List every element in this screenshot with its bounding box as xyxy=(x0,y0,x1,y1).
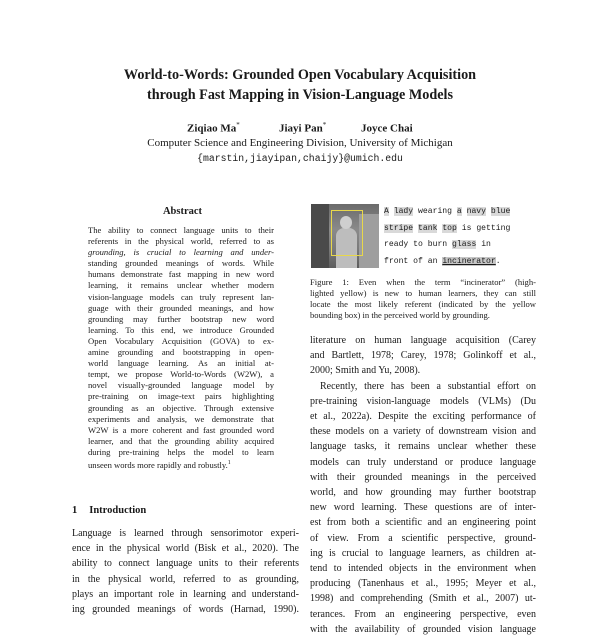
author-3: Joyce Chai xyxy=(361,122,413,135)
caption-line: bounding box) in the perceived world by grounding. xyxy=(310,310,490,321)
caption-line: lighted yellow) is new to human learners, they can still xyxy=(310,288,536,299)
body-line: of view. From a scientific perspective, ground- xyxy=(310,532,536,544)
body-line: 1998) and comprehending (Smith et al., 2007) ut- xyxy=(310,593,536,605)
section-heading-introduction xyxy=(72,505,146,516)
abstract-line: amine grounding and bootstrapping in open- xyxy=(88,347,274,358)
abstract-line: during pre-training helps the model to learn xyxy=(88,446,274,457)
intro-line: ability to connect language units to their referents xyxy=(72,558,299,570)
abstract-line: referents in the physical world, referred to as xyxy=(88,236,274,247)
caption-line: Figure 1: Even when the term “incinerator” (high- xyxy=(310,277,536,287)
abstract-line: unseen words more rapidly and robustly.$^1$ xyxy=(88,459,231,470)
section-number: 1 xyxy=(72,505,78,516)
body-line: and Bartlett, 1978; Carey, 1978; Golinkoff et al., xyxy=(310,350,536,362)
author-emails: {marstin,jiayipan,chaijy}@umich.edu xyxy=(197,153,403,164)
body-line: producing (Tanenhaus et al., 1995; Meyer et al., xyxy=(310,578,536,590)
abstract-line: Open Vocabulary Acquisition (GOVA) to ex- xyxy=(88,335,274,346)
body-line: world, and how grounding may further bootstrap xyxy=(310,487,536,499)
abstract-line: The ability to connect language units to their xyxy=(88,225,274,235)
body-line: ing is crucial to language learners, as children at- xyxy=(310,547,536,559)
body-line: language tasks, it remains unclear whether these xyxy=(310,441,536,453)
abstract-line: vision-language models can truly represent lan- xyxy=(88,291,274,302)
caption-line: locate the most likely referent (indicated by the yellow xyxy=(310,299,536,310)
intro-line: ing grounded meanings of words (Harnad, 1990). xyxy=(72,604,299,616)
abstract-line: learning. To this end, we introduce Grounded xyxy=(88,324,274,335)
abstract-heading: Abstract xyxy=(162,206,203,217)
body-line: tend to intended objects in the environment when xyxy=(310,563,536,575)
intro-line: in the physical world, referred to as grounding, xyxy=(72,573,299,585)
abstract-body xyxy=(88,225,274,471)
intro-line: plays an important role in learning and understand- xyxy=(72,588,299,600)
body-line: et al., 2022a). Despite the exciting performance of xyxy=(310,411,536,423)
abstract-line: pre-training on image-text pairs highlighting xyxy=(88,391,274,402)
body-line: with the availability of grounded vision language xyxy=(310,623,536,635)
abstract-line: guage with their grounded meanings, and how xyxy=(88,302,274,313)
body-line: Recently, there has been a substantial effort on xyxy=(320,380,536,392)
author-list xyxy=(150,121,450,137)
author-1: Ziqiao Ma* xyxy=(187,121,240,135)
footnote-marker[interactable]: 1 xyxy=(227,459,231,466)
abstract-line: standing grounded meanings of words. While xyxy=(88,258,274,269)
right-column-body xyxy=(310,333,536,637)
body-line: these models on a variety of downstream vision and xyxy=(310,426,536,438)
body-line: 2000; Smith and Yu, 2008). xyxy=(310,365,421,377)
body-line: with their grounded meanings in the perceived xyxy=(310,471,536,483)
abstract-line: tempt, we propose World-to-Words (W2W), a xyxy=(88,369,274,380)
abstract-line: grounding as an objective. Through extensive xyxy=(88,402,274,413)
body-line: new word learning. These questions are of inter- xyxy=(310,502,536,514)
abstract-line: W2W is a more coherent and fast grounded word xyxy=(88,424,274,435)
paper-title-line-2: through Fast Mapping in Vision-Language Models xyxy=(146,87,453,103)
body-line: models can truly understand or produce language xyxy=(310,456,536,468)
intro-line: ence in the physical world (Bisk et al., 2020). The xyxy=(72,543,299,555)
abstract-line: learning, it remains unclear whether modern xyxy=(88,280,274,291)
abstract-line: world language learning. As an initial at- xyxy=(88,358,274,369)
intro-line: Language is learned through sensorimotor experi- xyxy=(72,528,299,539)
abstract-line: novel visually-grounded language model by xyxy=(88,380,274,391)
figure-1-caption xyxy=(310,277,536,321)
abstract-line: grounding, is crucial to learning and under- xyxy=(88,247,274,258)
abstract-line: grounding may further bootstrap new word xyxy=(88,313,274,324)
section-title: Introduction xyxy=(89,505,147,516)
abstract-line: learner, and that the grounding ability acquired xyxy=(88,435,274,446)
new-word-incinerator: incinerator xyxy=(442,256,496,266)
introduction-body xyxy=(72,526,299,617)
affiliation: Computer Science and Engineering Division, University of Michigan xyxy=(147,137,453,149)
body-line: terances. From an engineering perspective, even xyxy=(310,608,536,620)
figure-1-photo xyxy=(311,204,379,268)
body-line: pre-training vision-language models (VLMs) (Du xyxy=(310,395,536,407)
paper-title-line-1: World-to-Words: Grounded Open Vocabulary Acquisition xyxy=(123,67,477,83)
abstract-line: humans demonstrate fast mapping in new word xyxy=(88,269,274,280)
abstract-line: experiments and analysis, we demonstrate that xyxy=(88,413,274,424)
body-line: literature on human language acquisition (Carey xyxy=(310,335,536,346)
body-line: est from both a scientific and an engineering point xyxy=(310,517,536,529)
author-2: Jiayi Pan* xyxy=(279,121,327,135)
figure-1-example-sentence: A lady wearing a navy blue stripe tank top is getting ready to burn glass in front of an incinerator. xyxy=(384,207,511,266)
referent-bounding-box xyxy=(331,210,363,256)
